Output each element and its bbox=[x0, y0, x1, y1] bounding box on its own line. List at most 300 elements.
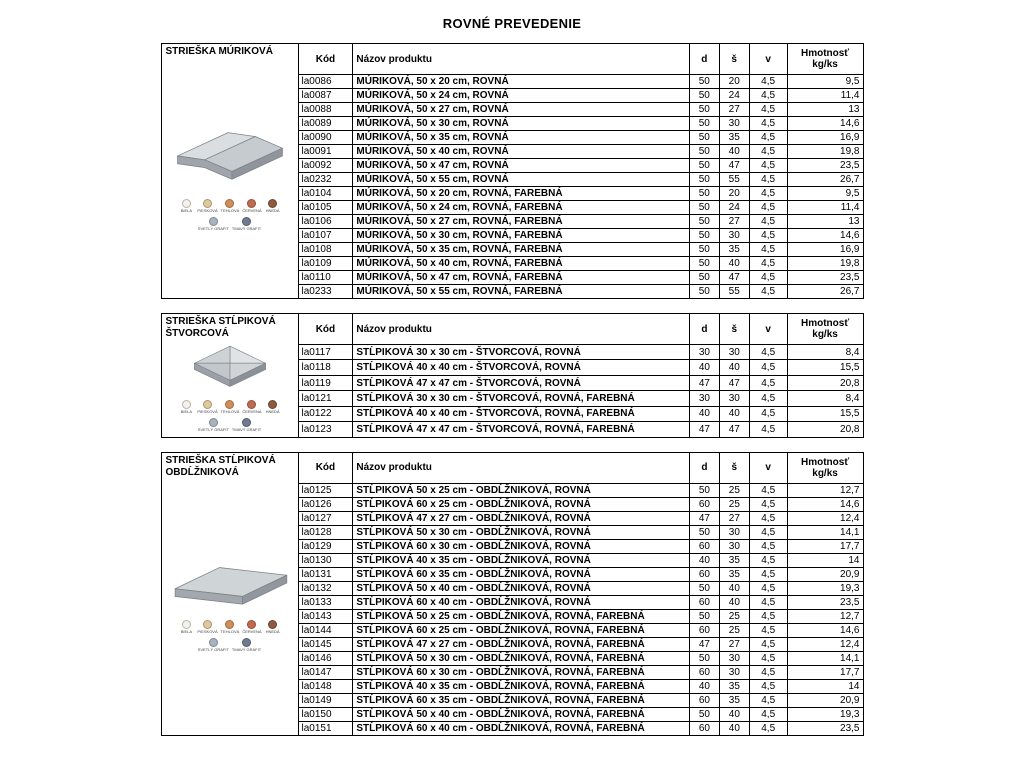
cell-v: 4,5 bbox=[749, 391, 787, 406]
col-hmotnost-line1: Hmotnosť bbox=[801, 456, 850, 468]
table-row bbox=[298, 651, 863, 665]
color-swatch bbox=[232, 217, 261, 232]
cell-hm: 12,4 bbox=[787, 637, 863, 651]
cell-kod: la0110 bbox=[298, 271, 353, 285]
cell-nazov: MÚRIKOVÁ, 50 x 40 cm, ROVNÁ, FAREBNÁ bbox=[353, 257, 689, 271]
color-label: TMAVÝ GRAFIT bbox=[231, 647, 262, 653]
table-row bbox=[298, 145, 863, 159]
col-hmotnost-line1: Hmotnosť bbox=[800, 48, 850, 59]
table-row bbox=[298, 422, 863, 437]
color-dot bbox=[203, 199, 212, 208]
cell-hm: 12,4 bbox=[787, 511, 863, 525]
col-s: š bbox=[719, 314, 749, 345]
cell-v: 4,5 bbox=[749, 229, 787, 243]
cell-d: 50 bbox=[689, 75, 719, 89]
cell-s: 47 bbox=[719, 271, 749, 285]
table-row bbox=[298, 539, 863, 553]
header-row bbox=[298, 452, 863, 483]
cell-nazov: MÚRIKOVÁ, 50 x 30 cm, ROVNÁ, FAREBNÁ bbox=[353, 229, 689, 243]
color-dot bbox=[242, 638, 251, 647]
cell-d: 50 bbox=[690, 525, 720, 539]
table-row bbox=[298, 679, 863, 693]
cell-v: 4,5 bbox=[749, 581, 787, 595]
color-label: PIESKOVÁ bbox=[197, 409, 218, 414]
cell-hm: 23,5 bbox=[787, 159, 863, 173]
color-dot bbox=[268, 199, 277, 208]
product-category-title: STRIEŠKA MÚRIKOVÁ bbox=[165, 46, 273, 57]
cell-hm: 20,8 bbox=[787, 375, 863, 390]
cell-hm: 19,8 bbox=[787, 257, 863, 271]
cell-s: 27 bbox=[719, 103, 749, 117]
cell-d: 50 bbox=[690, 483, 720, 497]
cell-kod: la0126 bbox=[298, 497, 353, 511]
table-row bbox=[298, 511, 863, 525]
color-swatch bbox=[221, 199, 240, 214]
table-row bbox=[298, 229, 863, 243]
table-row bbox=[298, 285, 863, 299]
cell-nazov: STĹPIKOVÁ 40 x 35 cm - OBDĹŽNIKOVÁ, ROVNÁ bbox=[353, 553, 690, 567]
cell-kod: la0092 bbox=[298, 159, 353, 173]
cell-v: 4,5 bbox=[749, 595, 787, 609]
color-label: TEHLOVÁ bbox=[220, 409, 240, 414]
table-row bbox=[298, 693, 863, 707]
cell-s: 30 bbox=[719, 117, 749, 131]
color-dot bbox=[247, 400, 256, 409]
color-dot bbox=[225, 400, 234, 409]
cell-hm: 9,5 bbox=[787, 75, 863, 89]
cell-nazov: STĹPIKOVÁ 47 x 27 cm - OBDĹŽNIKOVÁ, ROVNÁ, FAREBNÁ bbox=[353, 637, 690, 651]
table-row bbox=[298, 201, 863, 215]
cell-s: 47 bbox=[719, 159, 749, 173]
cell-kod: la0106 bbox=[298, 215, 353, 229]
cell-d: 60 bbox=[690, 623, 720, 637]
color-label: TEHLOVÁ bbox=[220, 207, 240, 213]
color-swatches bbox=[178, 397, 280, 433]
cell-d: 47 bbox=[690, 511, 720, 525]
color-swatch bbox=[197, 620, 217, 635]
cell-d: 40 bbox=[689, 406, 719, 421]
color-swatches bbox=[178, 196, 280, 232]
cell-nazov: STĹPIKOVÁ 60 x 40 cm - OBDĹŽNIKOVÁ, ROVNÁ, FAREBNÁ bbox=[353, 721, 690, 735]
color-dot bbox=[209, 418, 218, 427]
cell-nazov: STĹPIKOVÁ 40 x 35 cm - OBDĹŽNIKOVÁ, ROVNÁ, FAREBNÁ bbox=[353, 679, 690, 693]
cell-s: 25 bbox=[719, 483, 749, 497]
color-swatch bbox=[198, 638, 229, 653]
cell-s: 35 bbox=[719, 131, 749, 145]
cell-kod: la0133 bbox=[298, 595, 353, 609]
cell-v: 4,5 bbox=[749, 406, 787, 421]
cell-kod: la0130 bbox=[298, 553, 353, 567]
table-row bbox=[298, 75, 863, 89]
cell-v: 4,5 bbox=[749, 173, 787, 187]
cell-d: 50 bbox=[690, 609, 720, 623]
color-swatch bbox=[242, 199, 261, 214]
col-v: v bbox=[749, 44, 787, 75]
color-swatch-row bbox=[178, 620, 280, 635]
cell-kod: la0107 bbox=[298, 229, 353, 243]
cell-hm: 15,5 bbox=[787, 360, 863, 375]
cell-kod: la0109 bbox=[298, 257, 353, 271]
cell-hm: 14 bbox=[787, 553, 863, 567]
table-body bbox=[298, 345, 863, 438]
col-nazov: Názov produktu bbox=[353, 314, 690, 345]
col-hmotnost-line2: kg/ks bbox=[812, 329, 838, 340]
color-swatch bbox=[232, 418, 261, 433]
cell-s: 40 bbox=[719, 145, 749, 159]
cell-hm: 23,5 bbox=[787, 595, 863, 609]
color-label: PIESKOVÁ bbox=[197, 207, 218, 213]
table-row bbox=[298, 89, 863, 103]
cell-nazov: MÚRIKOVÁ, 50 x 27 cm, ROVNÁ, FAREBNÁ bbox=[353, 215, 689, 229]
table-row bbox=[298, 159, 863, 173]
cell-s: 27 bbox=[719, 215, 749, 229]
header-row bbox=[298, 314, 863, 345]
cell-nazov: STĹPIKOVÁ 60 x 30 cm - OBDĹŽNIKOVÁ, ROVNÁ, FAREBNÁ bbox=[353, 665, 690, 679]
cell-d: 60 bbox=[690, 497, 720, 511]
cell-d: 50 bbox=[690, 651, 720, 665]
col-kod: Kód bbox=[298, 452, 353, 483]
color-swatch bbox=[198, 418, 229, 433]
cell-v: 4,5 bbox=[749, 567, 787, 581]
cell-d: 47 bbox=[689, 375, 719, 390]
cell-nazov: STĹPIKOVÁ 60 x 25 cm - OBDĹŽNIKOVÁ, ROVNÁ bbox=[353, 497, 690, 511]
cell-nazov: MÚRIKOVÁ, 50 x 24 cm, ROVNÁ bbox=[353, 89, 689, 103]
cell-kod: la0151 bbox=[298, 721, 353, 735]
product-category-title: STRIEŠKA STĹPIKOVÁ OBDĹŽNIKOVÁ bbox=[165, 454, 276, 478]
color-dot bbox=[268, 620, 277, 629]
cell-v: 4,5 bbox=[749, 539, 787, 553]
cell-v: 4,5 bbox=[749, 285, 787, 299]
cell-hm: 11,4 bbox=[787, 201, 863, 215]
cell-hm: 20,9 bbox=[787, 693, 863, 707]
color-dot bbox=[225, 199, 234, 208]
cell-s: 47 bbox=[719, 375, 749, 390]
table-row bbox=[298, 257, 863, 271]
cell-nazov: STĹPIKOVÁ 40 x 40 cm - ŠTVORCOVÁ, ROVNÁ, FAREBNÁ bbox=[353, 406, 690, 421]
cell-s: 35 bbox=[719, 567, 749, 581]
cell-hm: 16,9 bbox=[787, 243, 863, 257]
cell-s: 40 bbox=[719, 581, 749, 595]
cell-v: 4,5 bbox=[749, 187, 787, 201]
cell-nazov: MÚRIKOVÁ, 50 x 35 cm, ROVNÁ, FAREBNÁ bbox=[353, 243, 689, 257]
cell-nazov: STĹPIKOVÁ 60 x 30 cm - OBDĹŽNIKOVÁ, ROVNÁ bbox=[353, 539, 690, 553]
cell-d: 50 bbox=[689, 271, 719, 285]
col-hmotnost-line2: kg/ks bbox=[812, 467, 838, 479]
cell-nazov: STĹPIKOVÁ 60 x 35 cm - OBDĹŽNIKOVÁ, ROVNÁ, FAREBNÁ bbox=[353, 693, 690, 707]
color-label: TEHLOVÁ bbox=[220, 629, 240, 635]
col-v: v bbox=[749, 314, 787, 345]
table-row bbox=[298, 187, 863, 201]
color-label: BIELA bbox=[180, 629, 193, 635]
cell-v: 4,5 bbox=[749, 271, 787, 285]
color-label: HNEDÁ bbox=[265, 207, 280, 213]
cell-kod: la0104 bbox=[298, 187, 353, 201]
cell-kod: la0087 bbox=[298, 89, 353, 103]
color-label: ČERVENÁ bbox=[242, 629, 262, 635]
cell-hm: 14,6 bbox=[787, 497, 863, 511]
cell-hm: 14,6 bbox=[787, 117, 863, 131]
cell-v: 4,5 bbox=[749, 375, 787, 390]
product-grid-murikova bbox=[298, 43, 864, 299]
color-dot bbox=[203, 620, 212, 629]
cell-kod: la0086 bbox=[298, 75, 353, 89]
col-hmotnost-line1: Hmotnosť bbox=[801, 318, 850, 329]
cell-kod: la0105 bbox=[298, 201, 353, 215]
cell-d: 47 bbox=[690, 637, 720, 651]
cell-s: 30 bbox=[719, 651, 749, 665]
cell-kod: la0232 bbox=[298, 173, 353, 187]
cell-hm: 20,9 bbox=[787, 567, 863, 581]
table-row bbox=[298, 345, 863, 360]
cell-kod: la0121 bbox=[298, 391, 353, 406]
product-panel-stvorcova bbox=[161, 313, 298, 438]
cell-kod: la0131 bbox=[298, 567, 353, 581]
header-row bbox=[298, 44, 863, 75]
cell-v: 4,5 bbox=[749, 525, 787, 539]
cell-hm: 17,7 bbox=[787, 539, 863, 553]
cell-d: 50 bbox=[689, 285, 719, 299]
color-dot bbox=[182, 400, 191, 409]
color-swatch-row bbox=[178, 418, 280, 433]
color-swatch bbox=[221, 620, 240, 635]
cell-s: 20 bbox=[719, 75, 749, 89]
table-row bbox=[298, 131, 863, 145]
cell-nazov: MÚRIKOVÁ, 50 x 55 cm, ROVNÁ, FAREBNÁ bbox=[353, 285, 689, 299]
cell-hm: 17,7 bbox=[787, 665, 863, 679]
cell-kod: la0146 bbox=[298, 651, 353, 665]
cell-kod: la0117 bbox=[298, 345, 353, 360]
cell-hm: 26,7 bbox=[787, 285, 863, 299]
cell-v: 4,5 bbox=[749, 257, 787, 271]
cell-d: 30 bbox=[689, 345, 719, 360]
col-d: d bbox=[690, 452, 720, 483]
cell-kod: la0144 bbox=[298, 623, 353, 637]
cell-v: 4,5 bbox=[749, 511, 787, 525]
cell-s: 40 bbox=[719, 406, 749, 421]
cell-nazov: MÚRIKOVÁ, 50 x 47 cm, ROVNÁ, FAREBNÁ bbox=[353, 271, 689, 285]
table-row bbox=[298, 623, 863, 637]
cell-s: 27 bbox=[719, 637, 749, 651]
cell-s: 25 bbox=[719, 609, 749, 623]
cell-nazov: STĹPIKOVÁ 50 x 25 cm - OBDĹŽNIKOVÁ, ROVNÁ, FAREBNÁ bbox=[353, 609, 690, 623]
cell-kod: la0132 bbox=[298, 581, 353, 595]
cell-hm: 14,6 bbox=[787, 623, 863, 637]
cell-d: 50 bbox=[689, 159, 719, 173]
cell-nazov: MÚRIKOVÁ, 50 x 27 cm, ROVNÁ bbox=[353, 103, 689, 117]
cell-v: 4,5 bbox=[749, 665, 787, 679]
color-dot bbox=[225, 620, 234, 629]
cell-v: 4,5 bbox=[749, 103, 787, 117]
cell-s: 40 bbox=[719, 595, 749, 609]
col-d: d bbox=[689, 44, 719, 75]
cell-nazov: STĹPIKOVÁ 50 x 40 cm - OBDĹŽNIKOVÁ, ROVNÁ, FAREBNÁ bbox=[353, 707, 690, 721]
cell-v: 4,5 bbox=[749, 623, 787, 637]
cell-hm: 16,9 bbox=[787, 131, 863, 145]
color-label: SVETLÝ GRAFIT bbox=[197, 647, 229, 653]
cell-v: 4,5 bbox=[749, 215, 787, 229]
table-row bbox=[298, 173, 863, 187]
cell-v: 4,5 bbox=[749, 201, 787, 215]
cell-v: 4,5 bbox=[749, 707, 787, 721]
color-swatch bbox=[198, 217, 229, 232]
cell-v: 4,5 bbox=[749, 145, 787, 159]
cell-hm: 14,6 bbox=[787, 229, 863, 243]
col-hmotnost bbox=[787, 314, 863, 345]
color-swatch-row bbox=[178, 199, 280, 214]
cell-d: 50 bbox=[689, 117, 719, 131]
cell-d: 60 bbox=[690, 595, 720, 609]
color-swatch bbox=[178, 620, 194, 635]
cell-v: 4,5 bbox=[749, 483, 787, 497]
cell-kod: la0233 bbox=[298, 285, 353, 299]
cell-kod: la0145 bbox=[298, 637, 353, 651]
cell-d: 50 bbox=[689, 257, 719, 271]
cell-s: 30 bbox=[719, 391, 749, 406]
table-row bbox=[298, 637, 863, 651]
cell-kod: la0091 bbox=[298, 145, 353, 159]
color-dot bbox=[268, 400, 277, 409]
cell-kod: la0123 bbox=[298, 422, 353, 437]
col-s: š bbox=[719, 44, 749, 75]
cell-d: 40 bbox=[690, 679, 720, 693]
cell-nazov: MÚRIKOVÁ, 50 x 40 cm, ROVNÁ bbox=[353, 145, 689, 159]
cell-d: 50 bbox=[689, 103, 719, 117]
color-swatch bbox=[232, 638, 261, 653]
cell-kod: la0143 bbox=[298, 609, 353, 623]
cell-hm: 23,5 bbox=[787, 721, 863, 735]
table-row bbox=[298, 391, 863, 406]
cell-d: 50 bbox=[689, 173, 719, 187]
color-swatch bbox=[242, 400, 261, 415]
col-hmotnost bbox=[787, 452, 863, 483]
cell-d: 60 bbox=[690, 693, 720, 707]
color-label: HNEDÁ bbox=[265, 409, 280, 414]
cell-nazov: STĹPIKOVÁ 40 x 40 cm - ŠTVORCOVÁ, ROVNÁ bbox=[353, 360, 690, 375]
color-label: TMAVÝ GRAFIT bbox=[231, 225, 262, 231]
cell-s: 25 bbox=[719, 623, 749, 637]
cell-hm: 13 bbox=[787, 103, 863, 117]
cell-s: 40 bbox=[719, 257, 749, 271]
cell-nazov: STĹPIKOVÁ 50 x 25 cm - OBDĹŽNIKOVÁ, ROVNÁ bbox=[353, 483, 690, 497]
color-swatch bbox=[221, 400, 240, 415]
cell-kod: la0147 bbox=[298, 665, 353, 679]
color-dot bbox=[209, 217, 218, 226]
cell-d: 50 bbox=[690, 707, 720, 721]
cell-hm: 23,5 bbox=[787, 271, 863, 285]
cell-s: 47 bbox=[719, 422, 749, 437]
cell-d: 50 bbox=[690, 581, 720, 595]
color-label: SVETLÝ GRAFIT bbox=[197, 426, 229, 432]
table-row bbox=[298, 375, 863, 390]
cell-v: 4,5 bbox=[749, 360, 787, 375]
cell-s: 24 bbox=[719, 201, 749, 215]
product-panel-murikova bbox=[161, 43, 298, 299]
color-swatch bbox=[242, 620, 261, 635]
cell-hm: 14,1 bbox=[787, 525, 863, 539]
col-hmotnost bbox=[787, 44, 863, 75]
cell-v: 4,5 bbox=[749, 89, 787, 103]
cell-d: 30 bbox=[689, 391, 719, 406]
cell-kod: la0149 bbox=[298, 693, 353, 707]
cell-nazov: STĹPIKOVÁ 50 x 30 cm - OBDĹŽNIKOVÁ, ROVNÁ bbox=[353, 525, 690, 539]
table-row bbox=[298, 721, 863, 735]
table-row bbox=[298, 567, 863, 581]
cell-hm: 12,7 bbox=[787, 609, 863, 623]
cell-v: 4,5 bbox=[749, 721, 787, 735]
cell-s: 30 bbox=[719, 345, 749, 360]
table-row bbox=[298, 117, 863, 131]
cell-d: 40 bbox=[689, 360, 719, 375]
cell-nazov: MÚRIKOVÁ, 50 x 35 cm, ROVNÁ bbox=[353, 131, 689, 145]
cell-v: 4,5 bbox=[749, 159, 787, 173]
cell-nazov: MÚRIKOVÁ, 50 x 47 cm, ROVNÁ bbox=[353, 159, 689, 173]
cell-hm: 15,5 bbox=[787, 406, 863, 421]
product-image-murikova-cap bbox=[171, 121, 289, 192]
cell-s: 30 bbox=[719, 525, 749, 539]
table-row bbox=[298, 609, 863, 623]
cell-nazov: MÚRIKOVÁ, 50 x 24 cm, ROVNÁ, FAREBNÁ bbox=[353, 201, 689, 215]
color-label: SVETLÝ GRAFIT bbox=[197, 225, 229, 231]
cell-s: 30 bbox=[719, 539, 749, 553]
table-row bbox=[298, 665, 863, 679]
cell-s: 24 bbox=[719, 89, 749, 103]
color-dot bbox=[242, 217, 251, 226]
cell-nazov: STĹPIKOVÁ 30 x 30 cm - ŠTVORCOVÁ, ROVNÁ bbox=[353, 345, 690, 360]
cell-nazov: MÚRIKOVÁ, 50 x 20 cm, ROVNÁ bbox=[353, 75, 689, 89]
cell-nazov: STĹPIKOVÁ 30 x 30 cm - ŠTVORCOVÁ, ROVNÁ, FAREBNÁ bbox=[353, 391, 690, 406]
table-row bbox=[298, 497, 863, 511]
color-dot bbox=[182, 199, 191, 208]
cell-d: 60 bbox=[690, 567, 720, 581]
color-label: ČERVENÁ bbox=[242, 409, 262, 414]
col-nazov: Názov produktu bbox=[353, 44, 689, 75]
cell-s: 40 bbox=[719, 707, 749, 721]
cell-d: 50 bbox=[689, 215, 719, 229]
cell-v: 4,5 bbox=[749, 679, 787, 693]
table-row bbox=[298, 483, 863, 497]
table-row bbox=[298, 243, 863, 257]
cell-nazov: STĹPIKOVÁ 47 x 27 cm - OBDĹŽNIKOVÁ, ROVNÁ bbox=[353, 511, 690, 525]
color-dot bbox=[247, 620, 256, 629]
cell-hm: 8,4 bbox=[787, 391, 863, 406]
cell-hm: 20,8 bbox=[787, 422, 863, 437]
cell-hm: 12,7 bbox=[787, 483, 863, 497]
cell-v: 4,5 bbox=[749, 75, 787, 89]
color-swatch bbox=[265, 400, 281, 415]
cell-d: 50 bbox=[689, 89, 719, 103]
cell-kod: la0088 bbox=[298, 103, 353, 117]
page-title: ROVNÉ PREVEDENIE bbox=[442, 16, 582, 31]
cell-kod: la0119 bbox=[298, 375, 353, 390]
table-row bbox=[298, 215, 863, 229]
color-swatch bbox=[197, 400, 217, 415]
cell-v: 4,5 bbox=[749, 131, 787, 145]
cell-s: 35 bbox=[719, 693, 749, 707]
product-image-obdlznikova-cap bbox=[167, 556, 293, 613]
color-dot bbox=[203, 400, 212, 409]
cell-s: 40 bbox=[719, 360, 749, 375]
cell-s: 25 bbox=[719, 497, 749, 511]
table-body bbox=[298, 483, 863, 735]
cell-v: 4,5 bbox=[749, 553, 787, 567]
cell-v: 4,5 bbox=[749, 497, 787, 511]
cell-d: 47 bbox=[689, 422, 719, 437]
cell-kod: la0125 bbox=[298, 483, 353, 497]
cell-v: 4,5 bbox=[749, 243, 787, 257]
col-d: d bbox=[689, 314, 719, 345]
product-category-title: STRIEŠKA STĹPIKOVÁ ŠTVORCOVÁ bbox=[165, 316, 276, 339]
color-label: BIELA bbox=[180, 409, 193, 414]
